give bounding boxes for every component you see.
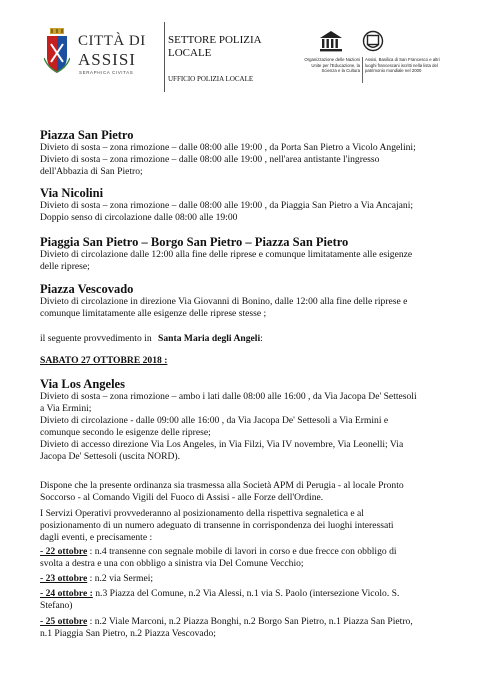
text-line: I Servizi Operativi provvederanno al posizionamento della rispettiva segnaletica e al bbox=[40, 508, 364, 519]
text-line: Divieto di circolazione in direzione Via Giovanni di Bonino, dalle 12:00 alla fine delle riprese e bbox=[40, 296, 408, 307]
text-line: Jacopa De' Settesoli (uscita NORD). bbox=[40, 451, 181, 462]
date-label: - 23 ottobre bbox=[40, 573, 88, 584]
text-line: Doppio senso di circolazione dalle 08:00 alle 19:00 bbox=[40, 212, 238, 223]
text-line: comunque limitatamente alle esigenze delle riprese stesse ; bbox=[40, 308, 267, 319]
date-text: n.3 Piazza del Comune, n.2 Via Alessi, n.1 via S. Paolo (intersezione Vicolo. S. bbox=[92, 588, 400, 599]
unesco-caption: Organizzazione delle Nazioni Unite per l'Educazione, la Scienza e la Cultura bbox=[304, 57, 360, 73]
text-line: comunque secondo le esigenze delle riprese; bbox=[40, 427, 211, 438]
text-line: Dispone che la presente ordinanza sia trasmessa alla Società APM di Perugia - al locale Pronto bbox=[40, 480, 404, 491]
city-motto: SERAPHICA CIVITAS bbox=[79, 70, 134, 75]
provvedimento-line bbox=[40, 333, 263, 345]
logo-divider bbox=[362, 57, 363, 83]
date-label: - 22 ottobre bbox=[40, 546, 88, 557]
section-title: Piazza San Pietro bbox=[40, 128, 134, 142]
text-line: Divieto di circolazione dalle 12:00 alla fine delle riprese e comunque limitatamente alle esigenze bbox=[40, 249, 413, 260]
world-heritage-icon bbox=[362, 30, 384, 52]
section-title: Piaggia San Pietro – Borgo San Pietro – Piazza San Pietro bbox=[40, 235, 349, 249]
text-line: Divieto di sosta – zona rimozione – dalle 08:00 alle 19:00 , da Piaggia San Pietro a Via Ancajani; bbox=[40, 200, 414, 211]
text-line: Divieto di sosta – zona rimozione – ambo i lati dalle 08:00 alle 16:00 , da Via Jacopa De' Settesoli bbox=[40, 391, 417, 402]
date-text: : n.2 Viale Marconi, n.2 Piazza Bonghi, n.2 Borgo San Pietro, n.1 Piazza San Pietro, bbox=[87, 616, 413, 627]
text-line: a Via Ermini; bbox=[40, 403, 92, 414]
section-title: Via Los Angeles bbox=[40, 377, 125, 391]
provv-text: il seguente provvedimento in bbox=[40, 333, 152, 344]
section-title: Via Nicolini bbox=[40, 186, 104, 200]
date-item-23 bbox=[40, 573, 153, 585]
provv-place: Santa Maria degli Angeli bbox=[158, 333, 261, 344]
text-line: posizionamento di un numero adeguato di transenne in corrispondenza dei luoghi interessati bbox=[40, 520, 394, 531]
text-line: Stefano) bbox=[40, 600, 73, 611]
date-text: : n.2 via Sermei; bbox=[87, 573, 154, 584]
text-line: Divieto di accesso direzione Via Los Angeles, in Via Filzi, Via IV novembre, Via Leonelli; Via bbox=[40, 439, 404, 450]
event-date: SABATO 27 OTTOBRE 2018 : bbox=[40, 355, 168, 366]
city-name-line2: ASSISI bbox=[78, 50, 136, 69]
assisi-crest-logo bbox=[44, 28, 70, 74]
text-line: dell'Abbazia di San Pietro; bbox=[40, 166, 143, 177]
office-name: UFFICIO POLIZIA LOCALE bbox=[168, 75, 254, 83]
section-title: Piazza Vescovado bbox=[40, 282, 134, 296]
unesco-temple-icon bbox=[318, 30, 344, 52]
text-line: delle riprese; bbox=[40, 261, 90, 272]
heritage-caption: Assisi, Basilica di San Francesco e altri luoghi francescani iscritti nella lista del patrimonio mondiale nel 2000 bbox=[365, 57, 440, 73]
text-line: Divieto di circolazione - dalle 09:00 alle 16:00 , da Via Jacopa De' Settesoli a Via Ermini e bbox=[40, 415, 389, 426]
text-line: Divieto di sosta – zona rimozione – dalle 08:00 alle 19:00 , da Porta San Pietro a Vicolo Angelini; bbox=[40, 142, 416, 153]
text-line: n.1 Piaggia San Pietro, n.2 Piazza Vescovado; bbox=[40, 628, 216, 639]
provv-end: : bbox=[260, 333, 263, 344]
sector-title: SETTORE POLIZIA LOCALE bbox=[168, 34, 261, 59]
city-name-line1: CITTÀ DI bbox=[78, 33, 146, 49]
text-line: Divieto di sosta – zona rimozione – dalle 08:00 alle 19:00 , nell'area antistante l'ingresso bbox=[40, 154, 380, 165]
header-divider bbox=[164, 22, 165, 92]
date-item-22 bbox=[40, 546, 397, 558]
text-line: Soccorso - al Comando Vigili del Fuoco di Assisi - alle Forze dell'Ordine. bbox=[40, 492, 324, 503]
text-line: svolta a destra e una con obbligo a sinistra via Del Comune Vecchio; bbox=[40, 558, 304, 569]
date-label: - 24 ottobre : bbox=[40, 588, 93, 599]
date-item-24 bbox=[40, 588, 399, 600]
text-line: dagli eventi, e precisamente : bbox=[40, 532, 153, 543]
date-item-25 bbox=[40, 616, 413, 628]
date-text: : n.4 transenne con segnale mobile di lavori in corso e due frecce con obbligo di bbox=[87, 546, 397, 557]
date-label: - 25 ottobre bbox=[40, 616, 88, 627]
